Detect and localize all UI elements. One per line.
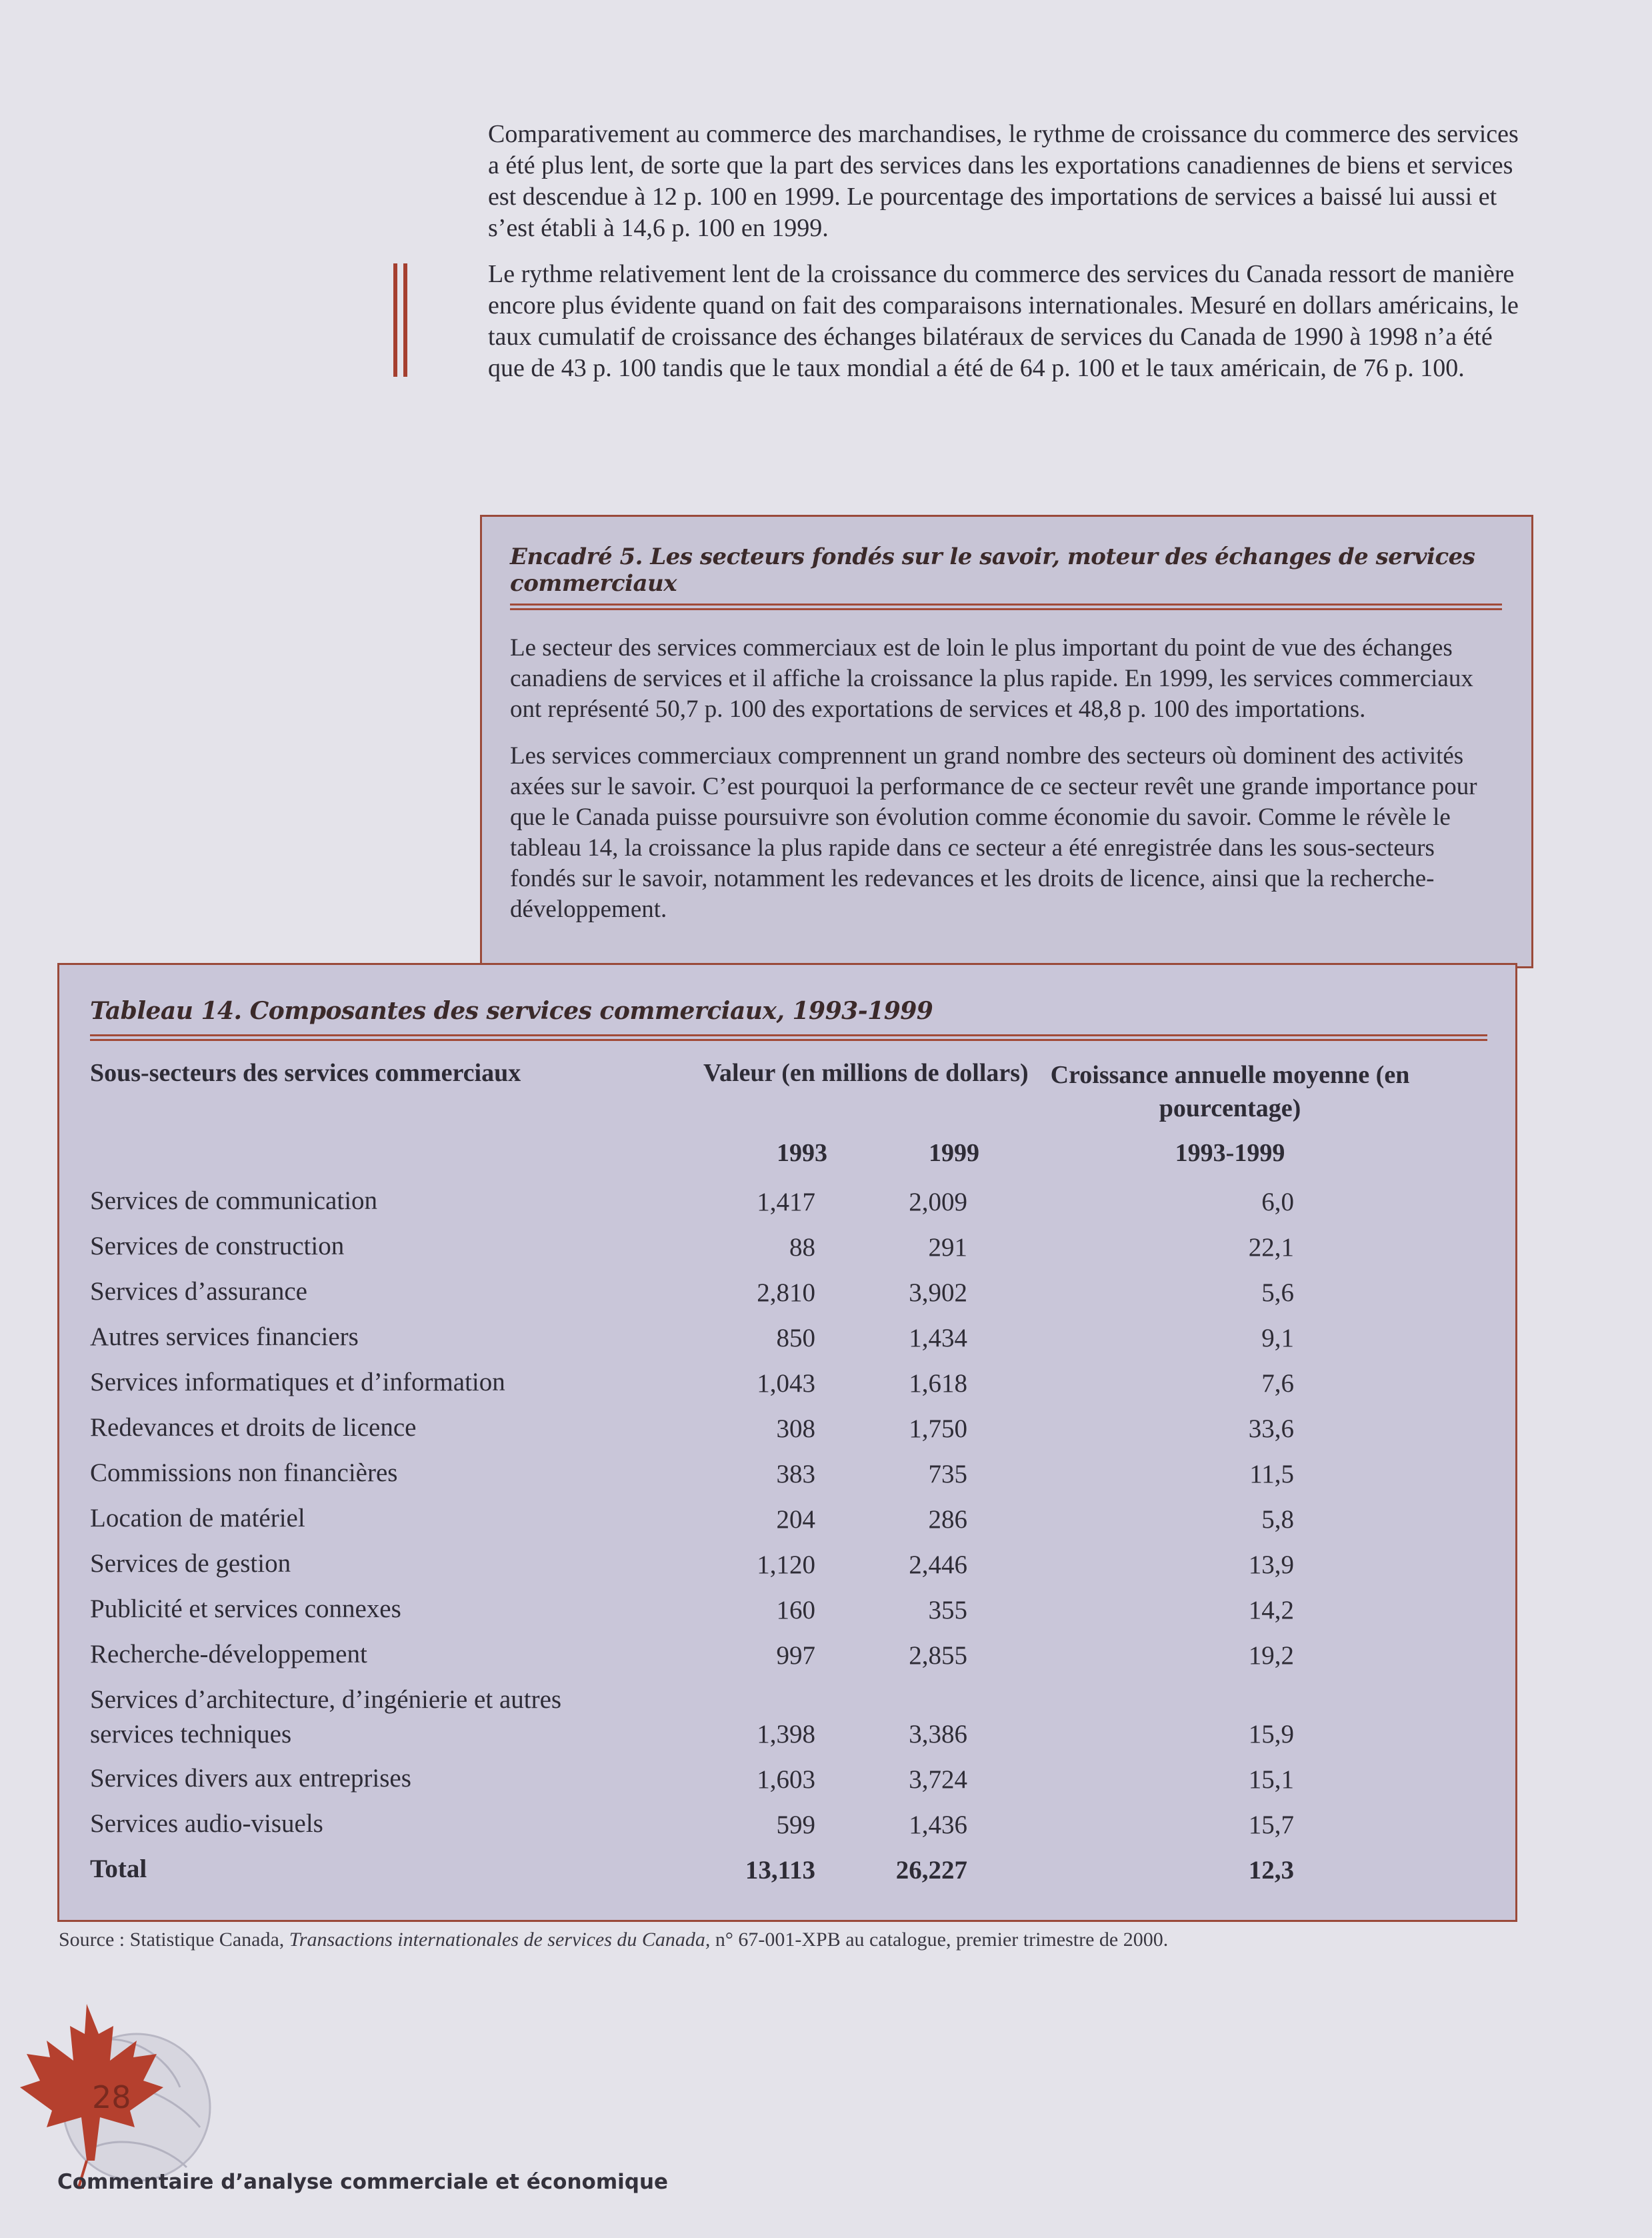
source-suffix: n° 67-001-XPB au catalogue, premier trimestre de 2000. <box>710 1929 1169 1951</box>
row-label: Total <box>90 1855 147 1883</box>
row-value-1999: 26,227 <box>895 1856 967 1885</box>
source-note <box>59 1929 1168 1951</box>
row-value-1993: 1,043 <box>757 1369 815 1398</box>
header-year-1993: 1993 <box>777 1139 827 1167</box>
row-value-1993: 1,120 <box>757 1550 815 1579</box>
intro-paragraph-1: Comparativement au commerce des marchandises, le rythme de croissance du commerce des services a été plus lent, de sorte que la part des services dans les exportations canadiennes de biens et services est descendue à 12 p. 100 en 1999. Le pourcentage des importations de services a baissé lui aussi et s’est établi à 14,6 p. 100 en 1999. <box>488 120 1519 242</box>
row-value-1999: 1,618 <box>909 1369 967 1398</box>
box-title: Encadré 5. Les secteurs fondés sur le savoir, moteur des échanges de services commerciaux <box>510 543 1475 597</box>
table-row <box>90 1360 1487 1405</box>
intro-paragraph-2: Le rythme relativement lent de la croissance du commerce des services du Canada ressort de manière encore plus évidente quand on fait des comparaisons internationales. Mesuré en dollars américains, le taux cumulatif de croissance des échanges bilatéraux de services du Canada de 1990 à 1998 n’a été que de 43 p. 100 tandis que le taux mondial a été de 64 p. 100 et le taux américain, de 76 p. 100. <box>488 260 1519 382</box>
row-growth: 9,1 <box>1261 1324 1294 1352</box>
row-value-1993: 383 <box>776 1460 815 1488</box>
source-publication: Transactions internationales de services du Canada, <box>289 1929 711 1951</box>
row-label: Services de construction <box>90 1232 345 1260</box>
row-value-1999: 3,386 <box>909 1720 967 1749</box>
row-label: Autres services financiers <box>90 1322 359 1351</box>
table-total-row <box>90 1847 1487 1892</box>
row-value-1993: 2,810 <box>757 1278 815 1307</box>
row-value-1993: 850 <box>776 1324 815 1352</box>
row-label: Redevances et droits de licence <box>90 1413 417 1442</box>
row-label: Services informatiques et d’information <box>90 1368 505 1396</box>
source-prefix: Source : Statistique Canada, <box>59 1929 289 1951</box>
row-growth: 13,9 <box>1248 1550 1294 1579</box>
row-growth: 33,6 <box>1248 1414 1294 1443</box>
row-label: Services d’architecture, d’ingénierie et autres services techniques <box>90 1685 562 1749</box>
row-growth: 12,3 <box>1248 1856 1294 1885</box>
table-row <box>90 1224 1487 1269</box>
row-growth: 7,6 <box>1261 1369 1294 1398</box>
row-value-1993: 160 <box>776 1596 815 1624</box>
row-value-1999: 2,009 <box>909 1188 967 1216</box>
title-rule <box>510 604 1502 610</box>
row-label: Services d’assurance <box>90 1277 307 1306</box>
row-value-1999: 291 <box>928 1233 967 1262</box>
header-subsector: Sous-secteurs des services commerciaux <box>90 1059 521 1087</box>
sidebar-box-5 <box>480 515 1533 968</box>
margin-marker <box>393 263 408 377</box>
row-value-1993: 997 <box>776 1641 815 1670</box>
row-value-1999: 2,446 <box>909 1550 967 1579</box>
row-growth: 22,1 <box>1248 1233 1294 1262</box>
row-growth: 5,8 <box>1261 1505 1294 1534</box>
row-label: Services divers aux entreprises <box>90 1764 411 1793</box>
table-row <box>90 1801 1487 1847</box>
row-value-1999: 735 <box>928 1460 967 1488</box>
row-value-1993: 1,603 <box>757 1765 815 1794</box>
row-value-1999: 1,436 <box>909 1811 967 1839</box>
table-header <box>90 1058 1487 1178</box>
row-growth: 19,2 <box>1248 1641 1294 1670</box>
row-value-1999: 2,855 <box>909 1641 967 1670</box>
table-row <box>90 1496 1487 1541</box>
row-label: Recherche-développement <box>90 1640 367 1668</box>
row-value-1993: 88 <box>789 1233 815 1262</box>
table-row <box>90 1632 1487 1677</box>
header-growth: Croissance annuelle moyenne (en pourcentage) <box>1050 1061 1410 1122</box>
row-value-1999: 3,902 <box>909 1278 967 1307</box>
row-value-1999: 1,434 <box>909 1324 967 1352</box>
table-row <box>90 1269 1487 1314</box>
footer-title: Commentaire d’analyse commerciale et économique <box>57 2170 669 2194</box>
row-growth: 15,7 <box>1248 1811 1294 1839</box>
table-row <box>90 1178 1487 1224</box>
page-number: 28 <box>92 2079 131 2115</box>
table-row <box>90 1450 1487 1496</box>
row-value-1993: 13,113 <box>745 1856 815 1885</box>
table-row <box>90 1314 1487 1360</box>
row-label: Commissions non financières <box>90 1458 398 1487</box>
table-row <box>90 1541 1487 1586</box>
row-value-1993: 599 <box>776 1811 815 1839</box>
row-growth: 5,6 <box>1261 1278 1294 1307</box>
intro-text <box>488 119 1528 384</box>
row-value-1993: 204 <box>776 1505 815 1534</box>
row-label: Location de matériel <box>90 1504 305 1532</box>
row-growth: 14,2 <box>1248 1596 1294 1624</box>
row-value-1999: 1,750 <box>909 1414 967 1443</box>
row-value-1999: 3,724 <box>909 1765 967 1794</box>
row-growth: 15,9 <box>1248 1720 1294 1749</box>
table-row <box>90 1405 1487 1450</box>
table-row <box>90 1586 1487 1632</box>
title-rule <box>90 1034 1487 1041</box>
row-value-1999: 355 <box>928 1596 967 1624</box>
row-label: Publicité et services connexes <box>90 1594 401 1623</box>
row-label: Services de gestion <box>90 1549 291 1578</box>
row-growth: 15,1 <box>1248 1765 1294 1794</box>
table-body <box>90 1178 1487 1847</box>
row-label: Services de communication <box>90 1186 378 1215</box>
box-paragraph-2: Les services commerciaux comprennent un grand nombre des secteurs où dominent des activités axées sur le savoir. C’est pourquoi la performance de ce secteur revêt une grande importance pour que le Canada puisse poursuivre son évolution comme économie du savoir. Comme le révèle le tableau 14, la croissance la plus rapide dans ce secteur a été enregistrée dans les sous-secteurs fondés sur le savoir, notamment les redevances et les droits de licence, ainsi que la recherche-développement. <box>510 742 1477 923</box>
row-label: Services audio-visuels <box>90 1809 323 1838</box>
row-value-1993: 308 <box>776 1414 815 1443</box>
table-14 <box>57 963 1517 1922</box>
table-title: Tableau 14. Composantes des services commerciaux, 1993-1999 <box>90 997 933 1025</box>
row-growth: 6,0 <box>1261 1188 1294 1216</box>
box-paragraph-1: Le secteur des services commerciaux est de loin le plus important du point de vue des échanges canadiens de services et il affiche la croissance la plus rapide. En 1999, les services commerciaux ont représenté 50,7 p. 100 des exportations de services et 48,8 p. 100 des importations. <box>510 634 1473 723</box>
row-value-1993: 1,398 <box>757 1720 815 1749</box>
header-year-1999: 1999 <box>929 1139 979 1167</box>
row-growth: 11,5 <box>1249 1460 1294 1488</box>
row-value-1999: 286 <box>928 1505 967 1534</box>
row-value-1993: 1,417 <box>757 1188 815 1216</box>
table-row <box>90 1756 1487 1801</box>
header-value: Valeur (en millions de dollars) <box>703 1059 1029 1087</box>
table-row <box>90 1677 1487 1756</box>
header-period: 1993-1999 <box>1175 1139 1285 1167</box>
